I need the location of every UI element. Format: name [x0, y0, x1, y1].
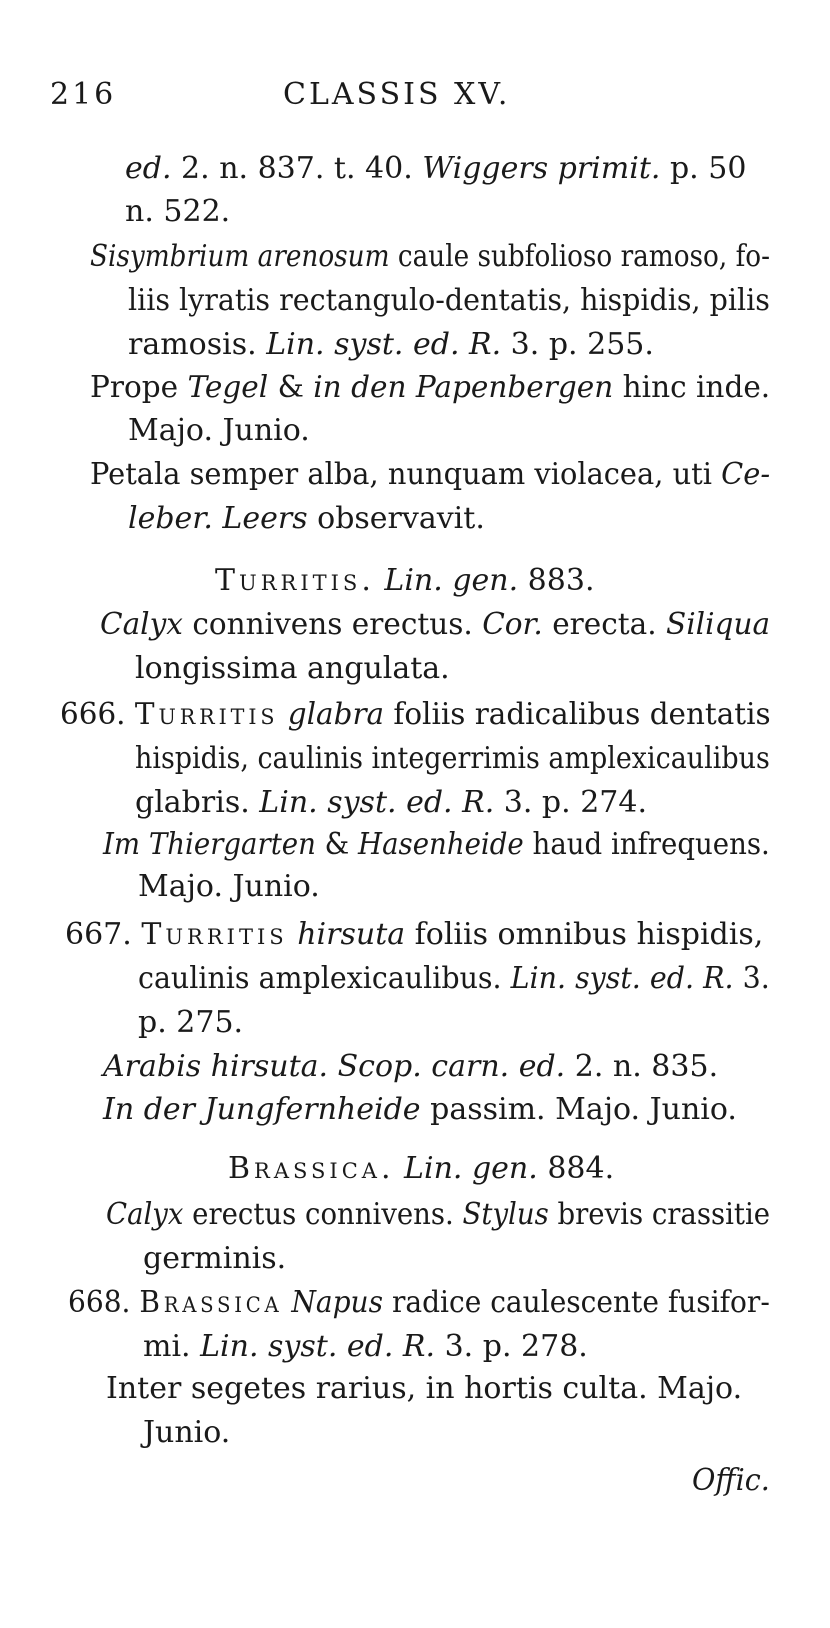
entry-666 — [60, 696, 771, 734]
line-8-seg-2: Ce- — [721, 457, 771, 492]
line-5-seg-3: 3. p. 255. — [501, 327, 654, 362]
line-10-seg-1: Turritis. — [215, 563, 375, 598]
line-9-seg-2: observavit. — [307, 501, 485, 536]
line-9-seg-1: leber. Leers — [128, 501, 308, 536]
line-20 — [138, 1004, 243, 1042]
line-12 — [135, 650, 450, 688]
line-24-seg-4: brevis crassitie — [548, 1197, 771, 1232]
line-18-seg-4: hirsuta — [297, 917, 406, 952]
line-1-seg-1: ed. — [125, 151, 172, 186]
entry-667 — [65, 916, 763, 954]
line-21-seg-1: Arabis hirsuta. Scop. carn. ed. — [103, 1049, 566, 1084]
line-14-seg-1: hispidis, caulinis integerrimis amplexicaulibus — [135, 741, 770, 776]
line-27-seg-1: mi. — [143, 1329, 201, 1364]
line-13-seg-5: foliis radicalibus dentatis — [384, 697, 771, 732]
line-2-seg-1: n. 522. — [125, 194, 231, 229]
line-22 — [103, 1091, 737, 1129]
line-19-seg-2: Lin. syst. ed. R. — [510, 961, 734, 996]
line-4 — [128, 282, 770, 320]
line-21-seg-2: 2. n. 835. — [565, 1049, 719, 1084]
line-16-seg-1: Im Thiergarten — [103, 827, 316, 862]
line-16 — [103, 826, 770, 864]
line-22-seg-2: passim. Majo. Junio. — [420, 1092, 737, 1127]
line-1 — [125, 150, 746, 188]
line-26-seg-4: Napus — [291, 1285, 384, 1320]
line-26-seg-5: radice caulescente fusifor- — [383, 1285, 770, 1320]
line-23-seg-4: 884. — [537, 1151, 615, 1186]
line-19 — [138, 960, 770, 998]
line-27-seg-3: 3. p. 278. — [435, 1329, 588, 1364]
line-8 — [90, 456, 770, 494]
line-6-seg-1: Prope — [90, 370, 188, 405]
line-26-seg-2: Brassica — [139, 1285, 283, 1320]
line-16-seg-4: haud infrequens. — [523, 827, 770, 862]
line-11-seg-5: Siliqua — [666, 607, 771, 642]
line-20-seg-1: p. 275. — [138, 1005, 244, 1040]
line-2 — [125, 193, 230, 231]
line-25 — [143, 1240, 286, 1278]
line-6 — [90, 369, 770, 407]
line-23-seg-3: Lin. gen. — [404, 1151, 538, 1186]
line-15-seg-2: Lin. syst. ed. R. — [259, 785, 495, 820]
line-7 — [128, 412, 310, 450]
line-18-seg-5: foliis omnibus hispidis, — [405, 917, 764, 952]
page-number: 216 — [50, 77, 117, 112]
line-14 — [135, 740, 770, 778]
line-18-seg-1: 667. — [65, 917, 142, 952]
running-title: CLASSIS XV. — [283, 77, 511, 112]
line-17-seg-1: Majo. Junio. — [138, 869, 320, 904]
genus-heading-brassica — [228, 1150, 614, 1188]
line-6-seg-2: Tegel — [187, 370, 269, 405]
line-10-seg-3: Lin. gen. — [384, 563, 519, 598]
entry-668 — [68, 1284, 770, 1322]
line-3 — [90, 238, 770, 276]
line-23-seg-1: Brassica. — [228, 1151, 395, 1186]
line-5 — [128, 326, 654, 364]
line-19-seg-3: 3. — [733, 961, 770, 996]
line-29 — [143, 1414, 230, 1452]
line-28-seg-1: Inter segetes rarius, in hortis culta. Majo. — [106, 1371, 743, 1406]
line-15 — [135, 784, 647, 822]
line-24-seg-1: Calyx — [106, 1197, 184, 1232]
line-24 — [106, 1196, 770, 1234]
line-26-seg-1: 668. — [68, 1285, 140, 1320]
line-1-seg-4: p. 50 — [660, 151, 747, 186]
line-16-seg-3: Hasenheide — [358, 827, 524, 862]
line-25-seg-1: germinis. — [143, 1241, 287, 1276]
line-6-seg-3: & — [268, 370, 314, 405]
line-5-seg-1: ramosis. — [128, 327, 267, 362]
line-5-seg-2: Lin. syst. ed. R. — [266, 327, 502, 362]
line-29-seg-1: Junio. — [143, 1415, 231, 1450]
line-15-seg-3: 3. p. 274. — [494, 785, 648, 820]
line-3-seg-1: Sisymbrium arenosum — [90, 239, 390, 274]
line-7-seg-1: Majo. Junio. — [128, 413, 310, 448]
line-13-seg-2: Turritis — [134, 697, 279, 732]
line-11-seg-4: erecta. — [542, 607, 667, 642]
line-27-seg-2: Lin. syst. ed. R. — [200, 1329, 436, 1364]
line-10-seg-2 — [375, 563, 385, 598]
line-22-seg-1: In der Jungfernheide — [103, 1092, 421, 1127]
line-19-seg-1: caulinis amplexicaulibus. — [138, 961, 511, 996]
line-21 — [103, 1048, 718, 1086]
line-17 — [138, 868, 320, 906]
line-16-seg-2: & — [315, 827, 359, 862]
line-27 — [143, 1328, 588, 1366]
line-10-seg-4: 883. — [518, 563, 595, 598]
line-11-seg-1: Calyx — [100, 607, 183, 642]
line-26-seg-3 — [282, 1285, 291, 1320]
line-13-seg-4: glabra — [287, 697, 385, 732]
genus-heading-turritis — [215, 562, 594, 600]
line-3-seg-2: caule subfolioso ramoso, fo- — [389, 239, 770, 274]
line-11 — [100, 606, 770, 644]
line-13-seg-3 — [278, 697, 287, 732]
line-1-seg-2: 2. n. 837. t. 40. — [171, 151, 423, 186]
line-6-seg-5: hinc inde. — [613, 370, 771, 405]
line-1-seg-3: Wiggers primit. — [422, 151, 661, 186]
line-24-seg-3: Stylus — [462, 1197, 549, 1232]
line-8-seg-1: Petala semper alba, nunquam violacea, uti — [90, 457, 722, 492]
line-28 — [106, 1370, 742, 1408]
line-11-seg-3: Cor. — [482, 607, 543, 642]
line-15-seg-1: glabris. — [135, 785, 260, 820]
catchword-text: Offic. — [692, 1463, 770, 1498]
line-4-seg-1: liis lyratis rectangulo-dentatis, hispidis, pilis — [128, 283, 770, 318]
line-11-seg-2: connivens erectus. — [182, 607, 483, 642]
line-6-seg-4: in den Papenbergen — [313, 370, 614, 405]
line-18-seg-3 — [288, 917, 298, 952]
line-24-seg-2: erectus connivens. — [183, 1197, 463, 1232]
line-13-seg-1: 666. — [60, 697, 135, 732]
line-23-seg-2 — [395, 1151, 405, 1186]
line-9 — [128, 500, 485, 538]
catchword — [692, 1462, 770, 1500]
line-12-seg-1: longissima angulata. — [135, 651, 450, 686]
line-18-seg-2: Turritis — [141, 917, 288, 952]
